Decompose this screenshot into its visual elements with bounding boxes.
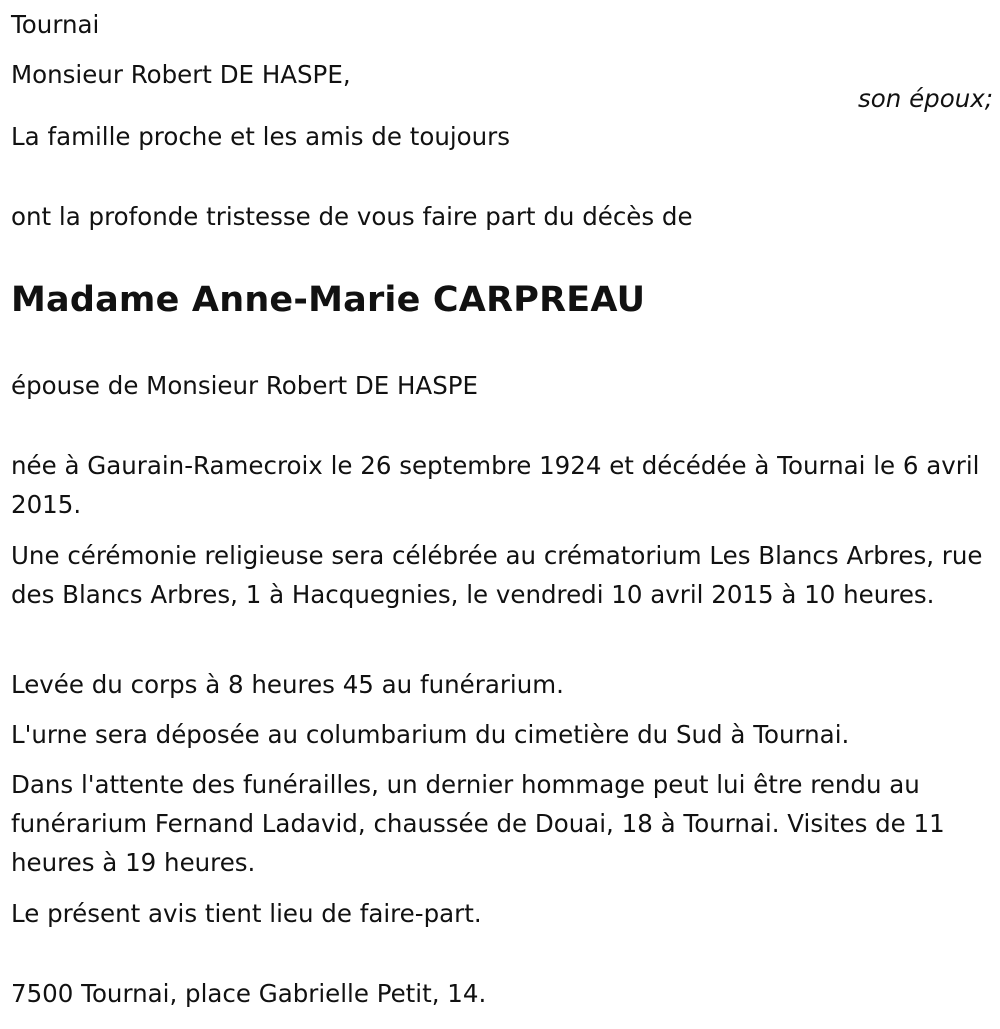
family-line: La famille proche et les amis de toujours: [11, 122, 511, 151]
ceremony-paragraph: Une cérémonie religieuse sera célébrée au crématorium Les Blancs Arbres, rue des Blancs Arbres, 1 à Hacquegnies, le vendredi 10 avril 2015 à 10 heures.: [11, 541, 983, 609]
announcement-line: ont la profonde tristesse de vous faire part du décès de: [11, 202, 693, 231]
city-heading: Tournai: [11, 10, 100, 39]
birth-death-paragraph: née à Gaurain-Ramecroix le 26 septembre 1924 et décédée à Tournai le 6 avril 2015.: [11, 451, 980, 519]
spouse-relation: son époux;: [858, 84, 993, 113]
wife-of-line: épouse de Monsieur Robert DE HASPE: [11, 371, 478, 400]
deceased-name: Madame Anne-Marie CARPREAU: [11, 280, 646, 320]
levee-paragraph: Levée du corps à 8 heures 45 au funérarium.: [11, 670, 564, 699]
homage-paragraph: Dans l'attente des funérailles, un dernier hommage peut lui être rendu au funérarium Fernand Ladavid, chaussée de Douai, 18 à Tournai. Visites de 11 heures à 19 heures.: [11, 770, 945, 877]
address-line: 7500 Tournai, place Gabrielle Petit, 14.: [11, 979, 487, 1008]
notice-paragraph: Le présent avis tient lieu de faire-part.: [11, 899, 482, 928]
spouse-name: Monsieur Robert DE HASPE,: [11, 60, 351, 89]
urn-paragraph: L'urne sera déposée au columbarium du cimetière du Sud à Tournai.: [11, 720, 850, 749]
